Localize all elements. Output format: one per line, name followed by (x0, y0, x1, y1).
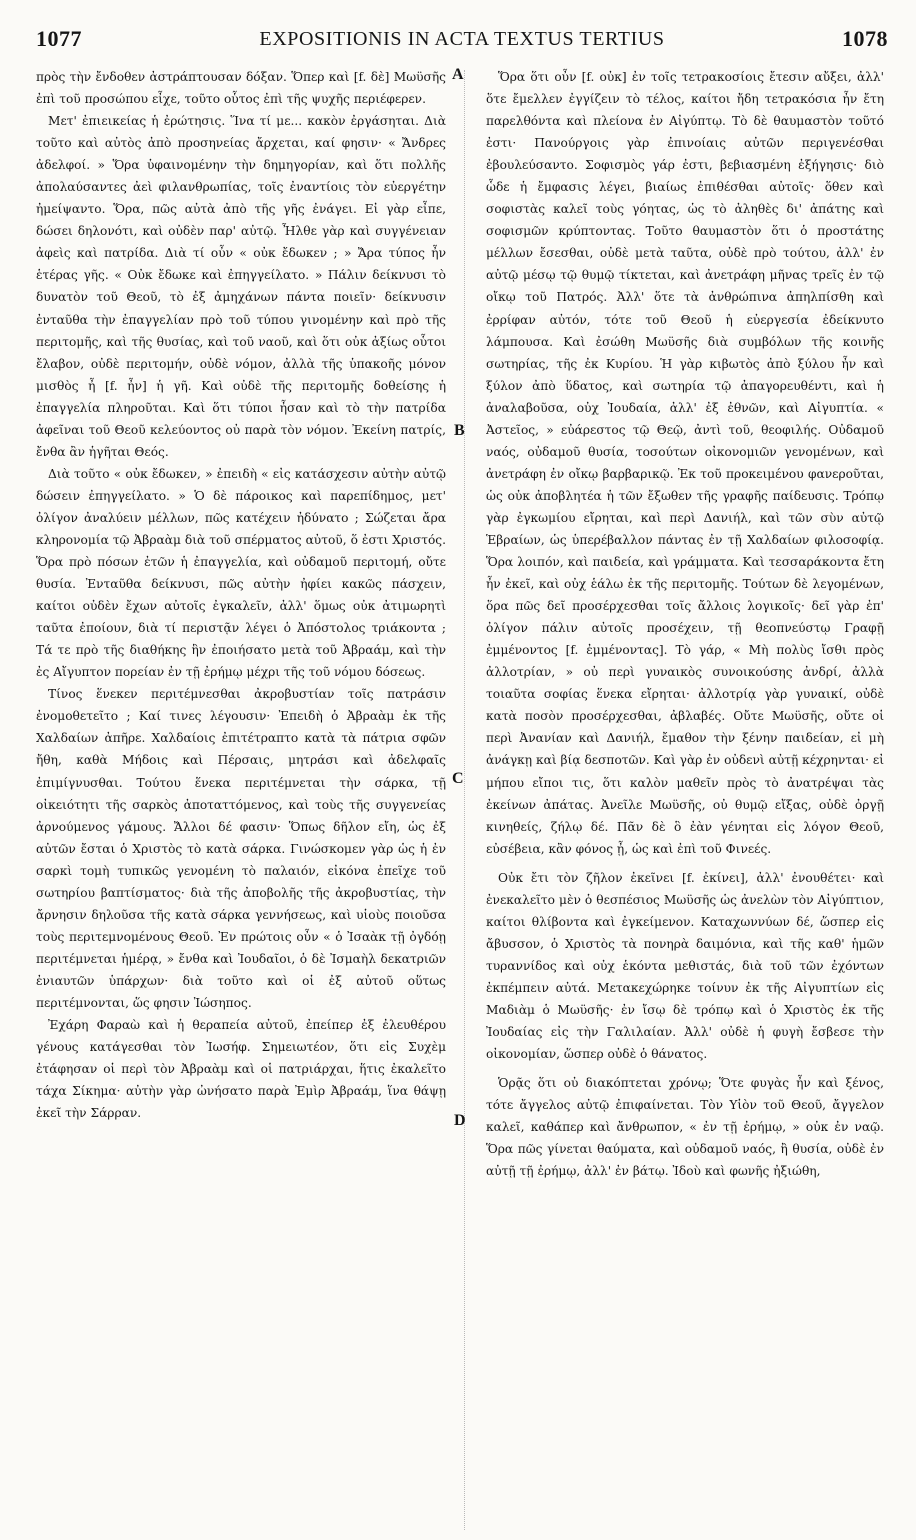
page-number-right: 1078 (842, 26, 888, 51)
right-paragraph-3: Ὁρᾷς ὅτι οὐ διακόπτεται χρόνῳ; Ὅτε φυγὰς ἦν καὶ ξένος, τότε ἄγγελος αὐτῷ ἐπιφαίνεται. Τὸν Υἱὸν τοῦ Θεοῦ, ἄγγελον καλεῖ, καθάπερ καὶ ἄνθρωπον, « ἐν τῇ ἐρήμῳ, » οὐκ ἐν ναῷ. Ὅρα πῶς γίνεται θαύματα, καὶ οὐδαμοῦ ναός, ἢ θυσία, οὐδὲ ἐν αὐτῇ τῇ ἐρήμῳ, ἀλλ' ἐν βάτῳ. Ἰδοὺ καὶ φωνῆς ἠξιώθη, (486, 1076, 884, 1179)
right-paragraph-2: Οὐκ ἔτι τὸν ζῆλον ἐκεῖνει [f. ἐκίνει], ἀλλ' ἐνουθέτει· καὶ ἐνεκαλεῖτο μὲν ὁ θεσπέσιος Μωϋσῆς ὡς ἀνελὼν τὸν Αἰγύπτιον, καίτοι θλίβοντα καὶ ἐγκείμενον. Καταχωννύων δέ, ὥσπερ εἰς ἄβυσσον, ὁ Χριστὸς τὰ πονηρὰ δαιμόνια, καὶ τῆς καθ' ἡμῶν τυραννίδος καὶ οὐχ ἑκόντα μεθιστάς, διὰ τοῦ τῶν ἐχόντων ἐκπέμπειν αὐτά. Μετακεχώρηκε τοίνυν ἐκ τῆς Αἰγυπτίων εἰς Μαδιὰμ ὁ Μωϋσῆς· ἐν ἴσῳ δὲ τρόπῳ καὶ ὁ Χριστὸς ἐκ τῆς Ἰουδαίας εἰς τὴν Γαλιλαίαν. Ἀλλ' οὐδὲ ἡ φυγὴ ἔσβεσε τὴν οἰκονομίαν, ὥσπερ οὐδὲ ὁ θάνατος. (486, 870, 884, 1062)
margin-marker-a: A (452, 66, 464, 83)
left-paragraph-5: Ἐχάρη Φαραὼ καὶ ἡ θεραπεία αὐτοῦ, ἐπείπερ ἐξ ἐλευθέρου γένους κατάγεσθαι τὸν Ἰωσήφ. Σημειωτέον, ὅτι εἰς Συχὲμ ἐτάφησαν οἱ περὶ τὸν Ἀβραὰμ καὶ οἱ πατριάρχαι, ἥτις ἐκαλεῖτο τάχα Σίκημα· αὐτὴν γὰρ ὠνήσατο παρὰ Ἐμὶρ Ἀβραάμ, ἵνα θάψῃ ἐκεῖ τὴν Σάρραν. (36, 1018, 446, 1121)
left-paragraph-3: Διὰ τοῦτο « οὐκ ἔδωκεν, » ἐπειδὴ « εἰς κατάσχεσιν αὐτὴν αὐτῷ δώσειν ἐπηγγείλατο. » Ὁ δὲ πάροικος καὶ παρεπίδημος, μετ' ὀλίγον ἀναλύειν μέλλων, πῶς κατέχειν ἠδύνατο ; Σώζεται ἄρα κληρονομία τῷ Ἀβραὰμ διὰ τοῦ σπέρματος αὐτοῦ, ὅ ἐστι Χριστός. Ὅρα πρὸ πόσων ἐτῶν ἡ ἐπαγγελία, καὶ οὐδαμοῦ περιτομή, οὔτε θυσία. Ἐνταῦθα δείκνυσι, πῶς αὐτὴν ἠφίει κακῶς πάσχειν, καίτοι οὐδὲν ἔχων αὐτοῖς ἐγκαλεῖν, ἀλλ' ὅμως οὐκ ἀτιμωρητὶ ταῦτα ἐποίουν, διὰ τί περιστᾷν λέγει ὁ Ἀπόστολος τριάκοντα ; Τά τε πρὸ τῆς διαθήκης ἣν ἐποιήσατο μετὰ τοῦ Ἀβραάμ, καὶ τὴν ἐς Αἴγυπτον πορείαν ἐν τῇ ἐρήμῳ μέχρι τῆς τοῦ νόμου δόσεως. (36, 466, 446, 680)
left-paragraph-4: Τίνος ἕνεκεν περιτέμνεσθαι ἀκροβυστίαν τοῖς πατράσιν ἐνομοθετεῖτο ; Καί τινες λέγουσιν· Ἐπειδὴ ὁ Ἀβραὰμ ἐκ τῆς Χαλδαίων ἀπῆρε. Χαλδαίοις ἐπιτέτραπτο κατὰ τὰ πάτρια σφῶν ἤθη, καθὰ Μήδοις καὶ Πέρσαις, μητράσι καὶ ἀδελφαῖς ἐπιμίγνυσθαι. Τούτου ἕνεκα περιτέμνεται τὴν σάρκα, τῇ οἰκειότητι τῆς σαρκὸς ἀποταττόμενος, καὶ τοὺς τῆς συγγενείας ἀρνούμενος γάμους. Ἄλλοι δέ φασιν· Ὅπως δῆλον εἴη, ὡς ἐξ αὐτῶν ἔσται ὁ Χριστὸς τὸ κατὰ σάρκα. Γινώσκομεν γὰρ ὡς ἡ ἐν σαρκὶ τομὴ τυπικῶς γενομένη τὸ παλαιόν, εἰκόνα ἐπεῖχε τοῦ σωτηρίου βαπτίσματος· διὰ τῆς ἀποβολῆς τῆς ἀκροβυστίας, τὴν ἄρνησιν δηλοῦσα τῆς κατὰ σάρκα γεννήσεως, καὶ υἱοὺς ποιοῦσα τοὺς περιτεμνομένους Θεοῦ. Ἐν πρώτοις οὖν « ὁ Ἰσαὰκ τῇ ὀγδόῃ περιτέμνεται ἡμέρᾳ, » ἔνθα καὶ Ἰουδαῖοι, ὁ δὲ Ἰσμαὴλ δεκατριῶν ἐνιαυτῶν ὑπάρχων· διὰ τοῦτο καὶ οἱ ἐξ αὐτοῦ οὕτως περιτέμνονται, ὥς φησιν Ἰώσηπος. (36, 687, 446, 1010)
running-title: EXPOSITIONIS IN ACTA TEXTUS TERTIUS (259, 28, 665, 50)
right-column (486, 66, 884, 1526)
margin-marker-d: D (454, 1112, 466, 1129)
margin-marker-b: B (454, 422, 465, 439)
left-paragraph-2: Μετ' ἐπιεικείας ἡ ἐρώτησις. Ἵνα τί με... κακὸν ἐργάσηται. Διὰ τοῦτο καὶ αὐτὸς ἀπὸ προσηνείας ἄρχεται, καί φησιν· « Ἄνδρες ἀδελφοί. » Ὅρα ὑφαινομένην τὴν δημηγορίαν, καὶ ὅτι πολλῆς ἀπολαύσαντες ἀεὶ φιλανθρωπίας, τοῖς ἐναντίοις τὸν εὐεργέτην ἠμείψαντο. Ὅρα, πῶς αὐτὰ ἀπὸ τῆς γῆς ἐνάγει. Εἰ γὰρ εἶπε, δώσει δηλονότι, καὶ οὐδὲν παρ' αὐτῷ. Ἦλθε γὰρ καὶ συγγένειαν ἀφεὶς καὶ πατρίδα. Διὰ τί οὖν « οὐκ ἔδωκεν ; » Ἄρα τύπος ἦν ἑτέρας γῆς. « Οὐκ ἔδωκε καὶ ἐπηγγείλατο. » Πάλιν δείκνυσι τὸ δυνατὸν τοῦ Θεοῦ, τὸ ἐξ ἀμηχάνων πάντα ποιεῖν· δείκνυσιν ἐνταῦθα τὴν ἐπαγγελίαν πρὸ τοῦ τύπου γινομένην καὶ πρὸ τῆς περιτομῆς, καὶ τῆς θυσίας, καὶ τοῦ ναοῦ, καὶ ὅτι οὐκ ἀξίως οὗτοι ἔλαβον, οὐδὲ περιτομήν, οὐδὲ νόμον, ἀλλὰ τῆς ὑπακοῆς μόνον μισθὸς ἦ [f. ἦν] ἡ γῆ. Καὶ οὐδὲ τῆς περιτομῆς δοθείσης ἡ ἐπαγγελία πληροῦται. Καὶ ὅτι τύποι ἦσαν καὶ τὸ τὴν πατρίδα ἀφεῖναι τοῦ Θεοῦ κελεύοντος οὐ παρὰ τὸν νόμον. Ἐκείνη πατρίς, ἔνθα ἂν ἡγῆται Θεός. (36, 114, 446, 459)
left-paragraph-1: πρὸς τὴν ἔνδοθεν ἀστράπτουσαν δόξαν. Ὅπερ καὶ [f. δὲ] Μωϋσῆς ἐπὶ τοῦ προσώπου εἶχε, τοῦτο οὗτος ἐπὶ τῆς ψυχῆς περιέφερεν. (36, 70, 446, 107)
running-header (36, 26, 888, 56)
page-number-left: 1077 (36, 26, 82, 51)
left-column (36, 66, 446, 1526)
margin-marker-c: C (452, 770, 464, 787)
right-paragraph-1: Ὅρα ὅτι οὖν [f. οὐκ] ἐν τοῖς τετρακοσίοις ἔτεσιν αὔξει, ἀλλ' ὅτε ἔμελλεν ἐγγίζειν τὸ τέλος, καίτοι ἤδη τετρακόσια ἦν ἔτη παρελθόντα καὶ πλείονα ἐν Αἰγύπτῳ. Τὸ δὲ θαυμαστὸν τοῦτό ἐστι· Πανούργοις γὰρ ἐπινοίαις αὐτῶν περιγενέσθαι ἐβουλεύσαντο. Σοφισμὸς γάρ ἐστι, βεβιασμένη ἐξήγησις· διὸ ὧδε ἡ ἔμφασις λέγει, βιαίως ἐπιθέσθαι αὐτοῖς· ὅθεν καὶ σοφιστὰς καλεῖ τοὺς γόητας, ὡς τὸ ἀληθὲς δι' ἀπάτης καὶ σοφισμῶν κρύπτοντας. Τοῦτο θαυμαστὸν ὅτι ὁ προστάτης μέλλων ἔσεσθαι, οὐδὲ μετὰ ταῦτα, οὐδὲ πρὸ τούτου, ἀλλ' ἐν αὐτῷ μέσῳ τῷ θυμῷ τίκτεται, καὶ ἀνετράφη μῆνας τρεῖς ἐν τῷ οἴκῳ τοῦ Πατρός. Ἀλλ' ὅτε τὰ ἀνθρώπινα ἀπηλπίσθη καὶ ἐρρίφαν αὐτόν, τότε τοῦ Θεοῦ ἡ εὐεργεσία ἐδείκνυτο λάμπουσα. Καὶ ἐσώθη Μωϋσῆς διὰ συμβόλων τῆς κοινῆς σωτηρίας, τῆς ἐκ Κυρίου. Ἡ γὰρ κιβωτὸς ἀπὸ ξύλου ἦν καὶ ξύλον ἀπὸ ὕδατος, καὶ σωτηρία τῷ ἀπαγορευθέντι, καὶ ἡ ἀναλαβοῦσα, οὐχ Ἰουδαία, ἀλλ' ἐξ ἐθνῶν, καὶ Αἰγυπτία. « Ἀστεῖος, » εὐάρεστος τῷ Θεῷ, ἀντὶ τοῦ, θεοφιλής. Οὐδαμοῦ ναός, οὐδαμοῦ θυσία, τοσούτων οἰκονομιῶν γενομένων, καὶ ἀνετράφη ἐν οἴκῳ βαρβαρικῷ. Ἐκ τοῦ προκειμένου φανεροῦται, ὡς οὐκ ἀποβλητέα ἡ τῶν ἔξωθεν τῆς γραφῆς παίδευσις. Τρόπῳ γὰρ ἐγκωμίου εἴρηται, καὶ περὶ Δανιήλ, καὶ τῶν σὺν αὐτῷ Ἑβραίων, ὡς ὑπερέβαλλον πάντας ἐν τῇ Χαλδαίων φιλοσοφίᾳ. Ὅρα λοιπόν, καὶ παιδεία, καὶ γράμματα. Καὶ τεσσαράκοντα ἔτη ἦν ἐκεῖ, καὶ οὐχ ἑάλω ἐκ τῆς περιτομῆς. Τούτων δὲ λεγομένων, ὅρα πῶς δεῖ προσέρχεσθαι τοῖς ἄλλοις λογικοῖς· δεῖ γὰρ ἐπ' ὀλίγον πάλιν αὐτοῖς προσέχειν, τῇ θεοπνεύστῳ Γραφῇ ἐμμένοντος [f. ἐμμένοντας]. Τὸ γάρ, « Μὴ πολὺς ἴσθι πρὸς ἀλλοτρίαν, » οὐ περὶ γυναικὸς συνοικούσης ἀνδρί, ἀλλὰ τοιαῦτα σοφίας ἕνεκα εἴρηται· ἀλλοτρίᾳ γὰρ γυναικί, οὐδὲ κατὰ ποσὸν προσέρχεσθαι, ἀβλαβές. Οὔτε Μωϋσῆς, οὔτε οἱ περὶ Ἀνανίαν καὶ Δανιήλ, ἔμαθον τὴν ξένην παιδείαν, εἰ μὴ ἀνάγκῃ καὶ βίᾳ δεσποτῶν. Καὶ γὰρ ἐν οὐδενὶ αὐτῇ κέχρηνται· εἰ μήπου εἴποι τις, ὅτι καλὸν μαθεῖν πρὸς τὸ ἀνατρέψαι τὰς ἐκείνων ἀπάτας. Ἀνεῖλε Μωϋσῆς, οὐ θυμῷ εἴξας, οὐδὲ ὀργῇ κινηθείς, ζήλῳ δέ. Πᾶν δὲ ὃ ἐὰν γένηται εἰς λόγον Θεοῦ, εὐσέβεια, κἂν φόνος ᾖ, ὡς καὶ ἐπὶ τοῦ Φινεές. (486, 70, 884, 856)
column-divider (464, 70, 465, 1530)
